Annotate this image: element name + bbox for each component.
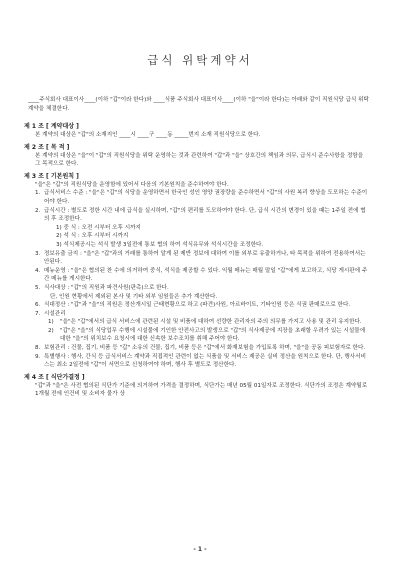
item-text: "을"은 "갑"에서의 급식 서비스에 관련된 시설 및 비품에 대하여 선량한 관리자의 주의 의무를 가지고 사용 및 관리 유지한다.	[60, 319, 362, 326]
article-title: 제 4 조 [ 식단가결정 ]	[24, 373, 85, 381]
item-text: 식사대상 : "갑"의 직원과 파견사원(판촉)으로 한다.	[44, 284, 169, 291]
article-title: 제 1 조 [ 계약대상 ]	[24, 123, 79, 130]
articles-container	[24, 122, 370, 399]
page-number: - 1 -	[193, 546, 207, 553]
item-number: 2.	[35, 207, 41, 214]
article-item	[24, 344, 370, 353]
item-text: 식대정산 : "갑"과 "을"의 직원은 정산개시일 근태현황으로 하고 (파견)사원, 아르바이트, 기타인원 등은 식권 판매로으로 한다.	[44, 302, 351, 309]
article-2	[24, 143, 370, 169]
item-number: 1.	[35, 190, 41, 197]
item-number: 6.	[35, 302, 41, 309]
article-paragraph: 본 계약의 대상은 "갑"의 소재지인 ____시 ____구 ____동 _____번지 소재 직원식당으로 한다.	[35, 132, 261, 138]
item-text: 특별행사 : 행사, 간식 등 급식서비스 계약과 직접적인 관련이 없는 식품을 및 서비스 제공은 실비 정산을 원칙으로 한다. 단, 행사서비스는 최소 2일전에 "갑"이 서면으로 신청하여야 하며, 행사 후 별도로 정산한다.	[44, 353, 366, 369]
article-paragraph: 본 계약의 대상은 "을"이 "갑"의 직원식당을 위탁 운영하는 것과 관련하여 "갑"과 "을" 상호간의 책임과 의무, 급식시 준수사항을 정함을 그 목적으로 한다.	[35, 152, 364, 168]
item-number: 9.	[35, 353, 41, 360]
article-paragraph: "갑"과 "을"은 사전 협의된 식단가 기준에 의거하여 가격을 결정하며, 식단가는 매년 05월 01일자로 조정한다. 식단가의 조정은 계약월로 1개월 전에 인건비 및 소비자 물가 상	[35, 382, 368, 398]
item-number	[44, 241, 56, 250]
item-text: "갑"은 "을"의 식당업무 수행에 시설물에 기인한 안전사고의 발생으로 "갑"의 식사제공에 지장을 초래할 우려가 있는 시설물에 대한 "을"의 위치보수 요청시에 대한 신속한 보수조치를 취해 주어야 한다.	[60, 327, 366, 343]
item-number: 7.	[35, 310, 41, 317]
article-item	[24, 353, 370, 370]
article-4	[24, 373, 370, 399]
article-item	[24, 267, 370, 284]
article-item	[24, 293, 370, 302]
item-text: 정보유출 금지 : "을"은 "갑"과의 거래를 통하여 알게 된 제반 정보에 대하여 이를 외부로 유출하거나, 타 목적을 위하여 전용하여서는 안된다.	[44, 250, 366, 266]
item-number: 3.	[35, 250, 41, 257]
document-body	[24, 96, 370, 402]
article-title: 제 2 조 [ 목 적 ]	[24, 143, 70, 151]
article-3	[24, 172, 370, 370]
intro-paragraph: ____주식회사 대표이사____(이하 "갑"이라 한다)와 ____식품 주식회사 대표이사____(이하 "을"이라 한다)는 아래와 같이 직원식당 급식 위탁계약을 체결한다.	[28, 97, 369, 112]
item-number	[44, 224, 56, 233]
item-text: 시설관리	[44, 310, 66, 317]
item-text: 2) 석 식 : 오후 시부터 시까지	[56, 233, 129, 240]
item-number: 1)	[48, 319, 54, 326]
item-text: 1) 중 식 : 오전 시부터 오후 시까지	[56, 224, 141, 231]
article-1	[24, 122, 370, 140]
item-number: 8.	[35, 345, 41, 352]
article-item	[24, 327, 370, 344]
document-title: 급식 위탁계약서	[147, 53, 253, 67]
item-number	[44, 232, 56, 241]
item-number	[35, 293, 50, 302]
article-item	[24, 301, 370, 310]
item-text: 단, 인원 현황에서 제외된 본사 및 기타 외부 임원들은 추가 계산한다.	[50, 293, 218, 300]
article-item	[24, 310, 370, 319]
article-item	[24, 232, 370, 241]
item-number: 4.	[35, 267, 41, 274]
item-text: 메뉴운영 : "을"은 협의된 찬 수에 의거하여 중식, 석식을 제공할 수 있다. 익월 메뉴는 매월 말일 "갑"에게 보고하고, 식당 게시판에 주간 메뉴를 게시한다.	[44, 267, 368, 283]
article-item	[24, 189, 370, 206]
item-text: 3) 석식제공시는 석식 발생 3일전에 통보 협의 하여 석식유무와 석식시간을 조정한다.	[56, 241, 264, 248]
article-item	[24, 241, 370, 250]
article-title: 제 3 조 [ 기본원칙 ]	[24, 172, 79, 180]
item-text: 급식시간 : 별도로 정한 시간 내에 급식을 실시하며, "갑"의 편리를 도모하여야 한다. 단, 급식 시간의 변경이 있을 때는 1주일 전에 협의 후 조정한다.	[44, 207, 366, 223]
article-item	[24, 224, 370, 233]
article-item	[24, 318, 370, 327]
item-text: 보험관리 : 건물, 집기, 비품 등 "갑" 소유의 건물, 집기, 비품 등은 "갑"에서 화재보험을 가입토록 하며, "을"을 공동 피보험자로 한다.	[44, 345, 366, 352]
item-text: 급식서비스 수준 : "을"은 "갑"의 식당을 운영하면서 한국인 성인 영양 권장량을 준수하면서 "갑"의 사원 복리 향상을 도모하는 수준이어야 한다.	[44, 190, 368, 205]
article-item	[24, 284, 370, 293]
article-paragraph: "을"은 "갑"의 직원식당을 운영함에 있어서 다음의 기본원칙을 준수하여야 한다.	[35, 181, 229, 188]
item-number: 5.	[35, 284, 41, 291]
article-item	[24, 207, 370, 224]
item-number: 2)	[48, 327, 54, 334]
article-item	[24, 250, 370, 267]
